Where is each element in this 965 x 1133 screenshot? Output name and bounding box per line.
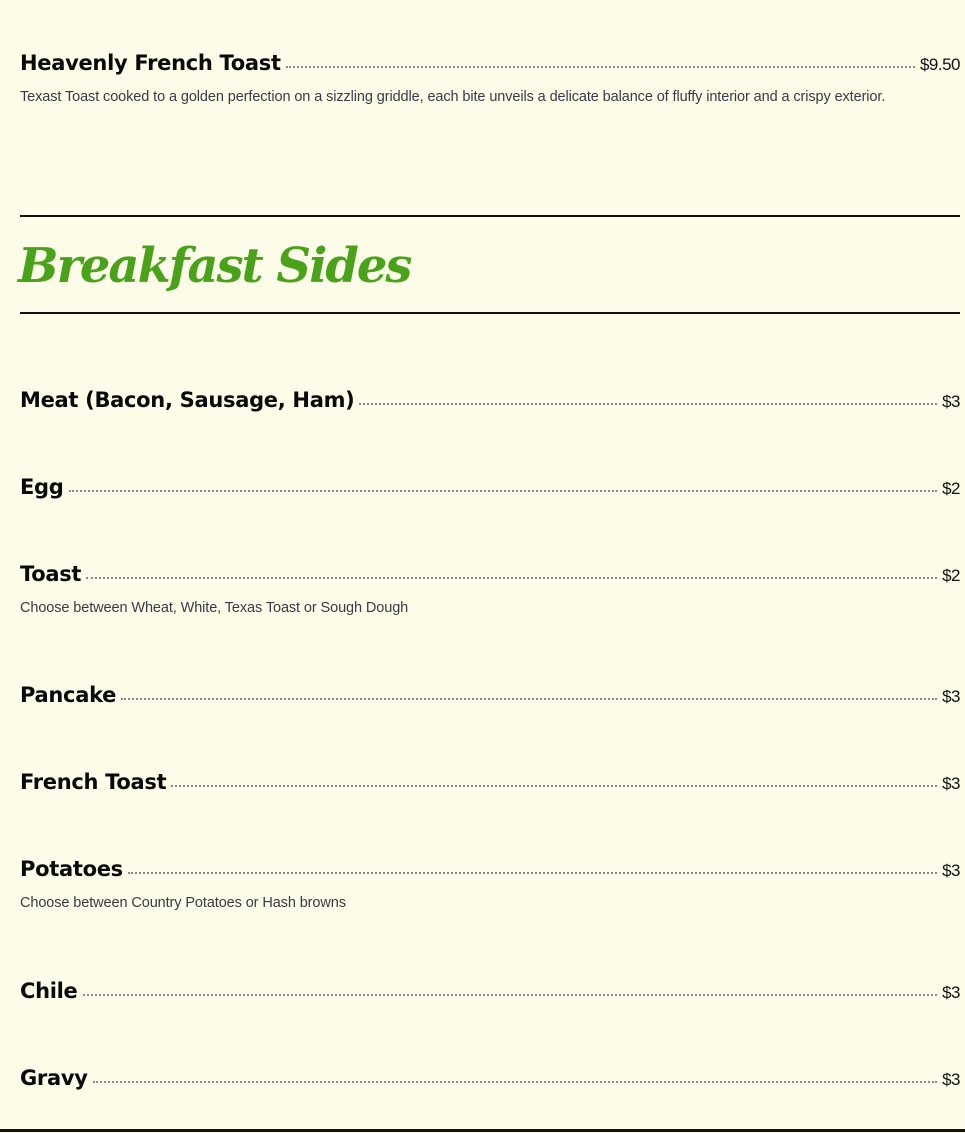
dot-leader [69, 490, 938, 492]
menu-item-row [20, 769, 960, 795]
dot-leader [86, 577, 937, 579]
menu-item-row [20, 387, 960, 413]
menu-item-price: $2 [942, 566, 960, 585]
menu-item-description: Choose between Wheat, White, Texas Toast or Sough Dough [20, 600, 409, 616]
menu-item-french-toast [20, 769, 960, 795]
menu-item-name: Chile [20, 979, 78, 1003]
menu-item-name: Egg [20, 475, 64, 499]
menu-item-description: Texast Toast cooked to a golden perfection on a sizzling griddle, each bite unveils a delicate balance of fluffy interior and a crispy exterior. [20, 89, 886, 105]
dot-leader [286, 66, 915, 68]
section-title: Breakfast Sides [18, 238, 411, 294]
menu-item-gravy [20, 1065, 960, 1091]
menu-item-name: Pancake [20, 683, 117, 707]
menu-item-row [20, 978, 960, 1004]
menu-item-row [20, 856, 960, 882]
menu-item-row [20, 474, 960, 500]
menu-item-chile [20, 978, 960, 1004]
menu-item-pancake [20, 682, 960, 708]
menu-item-row [20, 682, 960, 708]
menu-item-name: Meat (Bacon, Sausage, Ham) [20, 388, 355, 412]
dot-leader [171, 785, 937, 787]
menu-item-price: $3 [942, 983, 960, 1002]
menu-item-potatoes [20, 856, 960, 911]
menu-item-row [20, 1065, 960, 1091]
menu-item-toast [20, 561, 960, 616]
menu-item-name: Toast [20, 562, 82, 586]
menu-item-name: French Toast [20, 770, 167, 794]
menu-item-price: $3 [942, 687, 960, 706]
dot-leader [128, 872, 937, 874]
dot-leader [93, 1081, 937, 1083]
menu-item-price: $3 [942, 774, 960, 793]
menu-item-price: $3 [942, 861, 960, 880]
menu-item-name: Heavenly French Toast [20, 51, 281, 75]
menu-item-meat [20, 387, 960, 413]
dot-leader [121, 698, 937, 700]
section-divider-top [20, 215, 960, 217]
menu-item-name: Gravy [20, 1066, 88, 1090]
section-divider-bottom [20, 312, 960, 314]
menu-item-price: $2 [942, 479, 960, 498]
menu-item-name: Potatoes [20, 857, 123, 881]
menu-item-row [20, 50, 960, 76]
menu-item-price: $9.50 [919, 55, 960, 74]
menu-item-egg [20, 474, 960, 500]
menu-item-price: $3 [942, 1070, 960, 1089]
dot-leader [359, 403, 937, 405]
page-bottom-divider [0, 1129, 965, 1132]
menu-item-row [20, 561, 960, 587]
menu-item-heavenly-french-toast [20, 50, 960, 105]
menu-item-price: $3 [942, 392, 960, 411]
menu-item-description: Choose between Country Potatoes or Hash browns [20, 895, 346, 911]
dot-leader [83, 994, 938, 996]
